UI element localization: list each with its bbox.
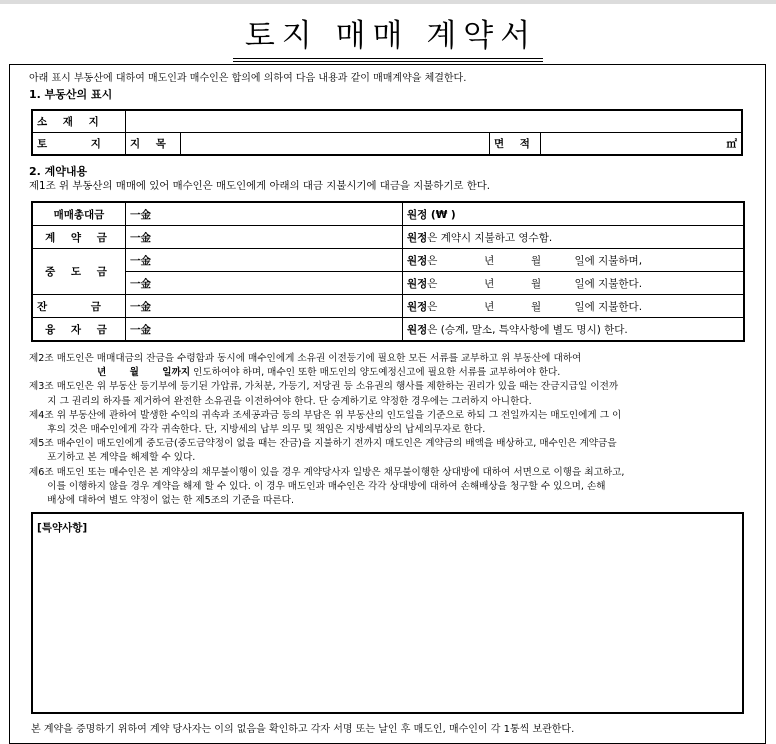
total-amount[interactable]: 一金: [125, 202, 402, 226]
article2-line2: [29, 366, 749, 380]
table-row: [32, 295, 744, 318]
special-terms-label: [특약사항]: [37, 522, 88, 534]
article3-line1: 제3조 매도인은 위 부동산 등기부에 등기된 가압류, 가처분, 가등기, 저당권 등 소유권의 행사를 제한하는 권리가 있을 때는 잔금지급일 이전까: [29, 381, 619, 393]
deposit-text: 은 계약시 지불하고 영수함.: [427, 231, 553, 244]
article6-line1: 제6조 매도인 또는 매수인은 본 계약상의 채무불이행이 있을 경우 계약당사자 일방은 채무불이행한 상대방에 대하여 서면으로 이행을 최고하고,: [29, 466, 625, 478]
table-row: [32, 202, 744, 226]
balance-amount[interactable]: 一金: [125, 295, 402, 318]
middle-amount-2[interactable]: 一金: [125, 272, 402, 295]
loan-amount[interactable]: 一金: [125, 318, 402, 342]
land-label: 토 지: [32, 133, 125, 156]
deposit-cell: [402, 226, 744, 249]
balance-won: 원정: [406, 300, 428, 313]
middle-won-2: 원정: [406, 277, 428, 290]
article4-line2: 후의 것은 매수인에게 각각 귀속한다. 단, 지방세의 납부 의무 및 책임은 지방세법상의 납세의무자로 한다.: [29, 424, 486, 436]
middle-cell-2: [402, 272, 744, 295]
middle-cell-1: [402, 249, 744, 272]
article6-line2: 이를 이행하지 않을 경우 계약을 해제 할 수 있다. 이 경우 매도인과 매수인은 각각 상대방에 대하여 손해배상을 청구할 수 있으며, 손해: [29, 480, 606, 492]
balance-text: 은 년 월 일에 지불한다.: [427, 300, 643, 313]
deposit-label: 계 약 금: [32, 226, 125, 249]
area-unit[interactable]: ㎡: [540, 133, 742, 156]
middle-amount-1[interactable]: 一金: [125, 249, 402, 272]
loan-label: 융 자 금: [32, 318, 125, 342]
payment-table: [31, 201, 745, 342]
total-label: 매매총대금: [32, 202, 125, 226]
balance-cell: [402, 295, 744, 318]
middle-won-1: 원정: [406, 254, 428, 267]
loan-text: 은 (승계, 말소, 특약사항에 별도 명시) 한다.: [427, 323, 628, 336]
deposit-won: 원정: [406, 231, 428, 244]
category-cell[interactable]: [180, 133, 489, 156]
article3-line2: 지 그 권리의 하자를 제거하여 완전한 소유권을 이전하여야 한다. 단 승계하기로 약정한 경우에는 그러하지 아니한다.: [29, 395, 532, 407]
property-table: [31, 109, 743, 156]
table-row: [32, 249, 744, 272]
loan-won: 원정: [406, 323, 428, 336]
article5-line2: 포기하고 본 계약을 해제할 수 있다.: [29, 452, 196, 464]
middle-text-2: 은 년 월 일에 지불한다.: [427, 277, 643, 290]
table-row: [32, 318, 744, 342]
location-cell[interactable]: [125, 110, 742, 133]
total-text: 원정 (₩ ): [402, 202, 744, 226]
table-row: [32, 272, 744, 295]
article2-line1: 제2조 매도인은 매매대금의 잔금을 수령함과 동시에 매수인에게 소유권 이전등기에 필요한 모든 서류를 교부하고 위 부동산에 대하여: [29, 353, 582, 364]
table-row: [32, 226, 744, 249]
location-label: 소 재 지: [32, 110, 125, 133]
area-label: 면 적: [489, 133, 540, 156]
articles-block: [29, 352, 749, 508]
intro-text: 아래 표시 부동산에 대하여 매도인과 매수인은 합의에 의하여 다음 내용과 같이 매매계약을 체결한다.: [29, 73, 467, 84]
balance-label: 잔 금: [32, 295, 125, 318]
middle-label: 중 도 금: [32, 249, 125, 295]
article2-rest: 인도하여야 하며, 매수인 또한 매도인의 양도예정신고에 필요한 서류를 교부하여야 한다.: [190, 367, 561, 379]
footer-text: 본 계약을 증명하기 위하여 계약 당사자는 이의 없음을 확인하고 각자 서명 또는 날인 후 매도인, 매수인이 각 1통씩 보관한다.: [31, 724, 575, 735]
article6-line3: 배상에 대하여 별도 약정이 없는 한 제5조의 기준을 따른다.: [29, 495, 295, 507]
title-wrap: [0, 14, 776, 62]
section1-heading: 1. 부동산의 표시: [29, 88, 113, 101]
article2-date: 년 월 일까지: [97, 367, 191, 379]
article1-text: 제1조 위 부동산의 매매에 있어 매수인은 매도인에게 아래의 대금 지불시기에 대금을 지불하기로 한다.: [29, 180, 491, 192]
middle-text-1: 은 년 월 일에 지불하며,: [427, 254, 643, 267]
top-edge: [0, 0, 776, 4]
special-terms-box[interactable]: [31, 512, 744, 714]
loan-cell: [402, 318, 744, 342]
deposit-amount[interactable]: 一金: [125, 226, 402, 249]
category-label: 지 목: [125, 133, 180, 156]
section2-heading: 2. 계약내용: [29, 165, 88, 178]
article5-line1: 제5조 매수인이 매도인에게 중도금(중도금약정이 없을 때는 잔금)을 지불하기 전까지 매도인은 계약금의 배액을 배상하고, 매수인은 계약금을: [29, 438, 617, 450]
document-title: 토지 매매 계약서: [233, 14, 543, 62]
article4-line1: 제4조 위 부동산에 관하여 발생한 수익의 귀속과 조세공과금 등의 부담은 위 부동산의 인도일을 기준으로 하되 그 전일까지는 매도인에게 그 이: [29, 409, 622, 421]
